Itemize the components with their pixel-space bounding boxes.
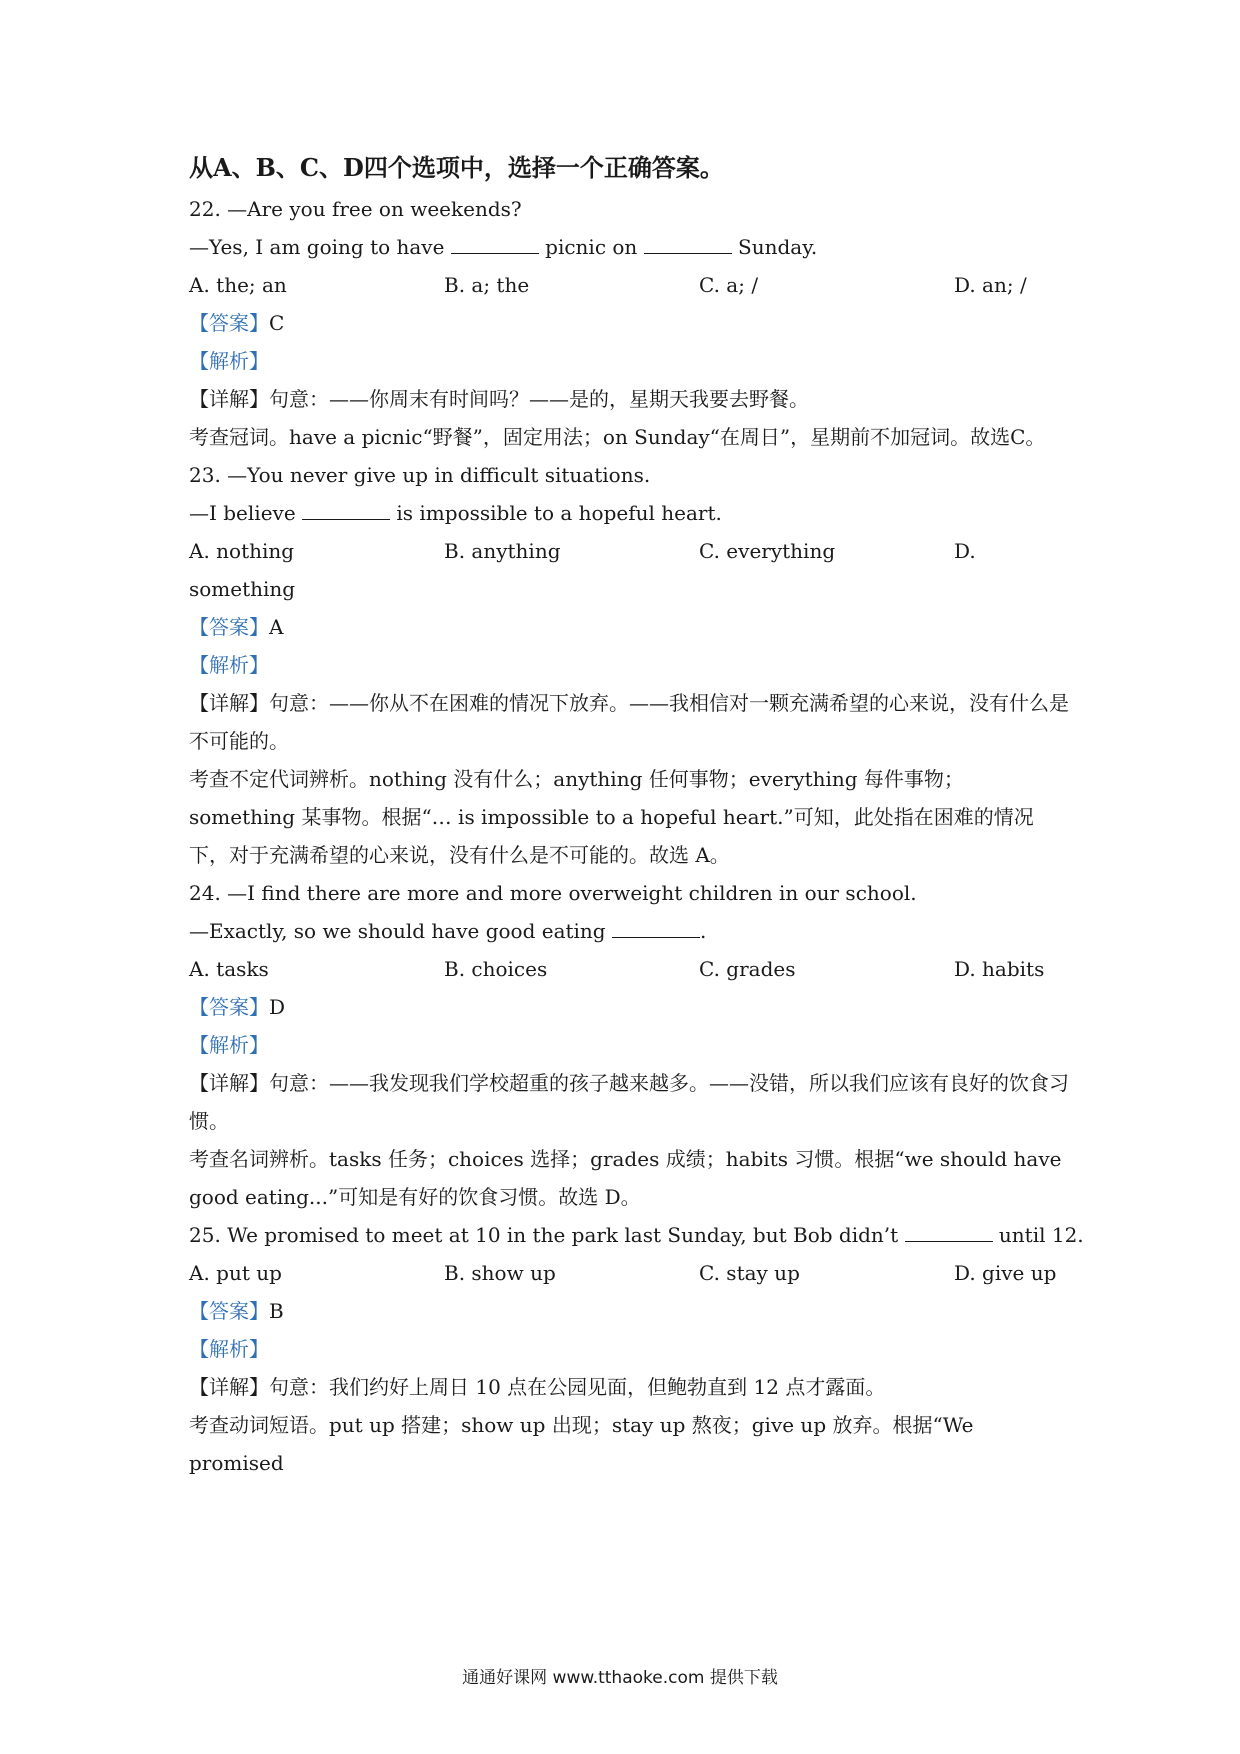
- option-d-wrap: something: [189, 577, 296, 601]
- option-a: A. nothing: [189, 539, 295, 563]
- answer-blank: [612, 915, 700, 938]
- answer-value: D: [269, 995, 286, 1019]
- document-body: [189, 150, 1084, 1482]
- question-23: [189, 456, 1069, 874]
- question-stem: —Yes, I am going to have picnic on Sunday.: [189, 228, 1069, 266]
- question-stem: —I believe is impossible to a hopeful heart.: [189, 494, 1069, 532]
- question-stem: —Exactly, so we should have good eating .: [189, 912, 1069, 950]
- answer-blank: [451, 231, 539, 254]
- analysis-label: 【解析】: [189, 653, 269, 677]
- option-a: A. put up: [189, 1261, 282, 1285]
- option-b: B. choices: [444, 957, 548, 981]
- options-row: [189, 532, 1069, 570]
- answer-line: [189, 1292, 1069, 1330]
- question-stem: 25. We promised to meet at 10 in the park last Sunday, but Bob didn’t until 12.: [189, 1216, 1069, 1254]
- answer-line: [189, 988, 1069, 1026]
- answer-value: A: [269, 615, 284, 639]
- question-25: [189, 1216, 1084, 1482]
- explanation-text: 考查名词辨析。tasks 任务；choices 选择；grades 成绩；habits 习惯。根据“we should have good eating...”可知是有好的饮食习惯。故选 D。: [189, 1147, 1062, 1209]
- answer-label: 【答案】: [189, 1299, 269, 1323]
- option-b: B. anything: [444, 539, 561, 563]
- answer-label: 【答案】: [189, 995, 269, 1019]
- answer-value: C: [269, 311, 285, 335]
- detail-text: 【详解】句意：——你周末有时间吗？——是的，星期天我要去野餐。: [189, 387, 809, 411]
- options-row: [189, 266, 1069, 304]
- analysis-label: 【解析】: [189, 1337, 269, 1361]
- options-row: [189, 1254, 1069, 1292]
- question-stem: 22. —Are you free on weekends?: [189, 197, 522, 221]
- explanation-text: 考查不定代词辨析。nothing 没有什么；anything 任何事物；everything 每件事物；something 某事物。根据“… is impossible to a hopeful heart.”可知，此处指在困难的情况下，对于充满希望的心来说，没有什么是不可能的。故选 A。: [189, 767, 1034, 867]
- option-c: C. everything: [699, 539, 836, 563]
- detail-text: 【详解】句意：我们约好上周日 10 点在公园见面，但鲍勃直到 12 点才露面。: [189, 1375, 886, 1399]
- explanation-text: 考查动词短语。put up 搭建；show up 出现；stay up 熬夜；give up 放弃。根据“We promised: [189, 1413, 974, 1475]
- answer-blank: [302, 497, 390, 520]
- option-a: A. tasks: [189, 957, 269, 981]
- section-heading: 从A、B、C、D四个选项中，选择一个正确答案。: [189, 153, 724, 182]
- option-c: C. grades: [699, 957, 796, 981]
- option-b: B. show up: [444, 1261, 556, 1285]
- answer-blank: [905, 1219, 993, 1242]
- analysis-label: 【解析】: [189, 349, 269, 373]
- option-a: A. the; an: [189, 273, 287, 297]
- options-row: [189, 950, 1069, 988]
- answer-value: B: [269, 1299, 284, 1323]
- option-d: D.: [954, 539, 976, 563]
- page-footer: 通通好课网 www.tthaoke.com 提供下载: [462, 1668, 778, 1688]
- detail-text: 【详解】句意：——我发现我们学校超重的孩子越来越多。——没错，所以我们应该有良好的饮食习惯。: [189, 1071, 1069, 1133]
- option-d: D. an; /: [954, 273, 1027, 297]
- answer-line: [189, 304, 1069, 342]
- analysis-label: 【解析】: [189, 1033, 269, 1057]
- option-d: D. habits: [954, 957, 1045, 981]
- option-b: B. a; the: [444, 273, 530, 297]
- answer-line: [189, 608, 1069, 646]
- question-22: [189, 190, 1069, 456]
- option-d: D. give up: [954, 1261, 1057, 1285]
- question-stem: 23. —You never give up in difficult situations.: [189, 463, 651, 487]
- answer-label: 【答案】: [189, 311, 269, 335]
- question-stem: 24. —I find there are more and more overweight children in our school.: [189, 881, 917, 905]
- option-c: C. a; /: [699, 273, 759, 297]
- question-24: [189, 874, 1069, 1216]
- option-c: C. stay up: [699, 1261, 800, 1285]
- detail-text: 【详解】句意：——你从不在困难的情况下放弃。——我相信对一颗充满希望的心来说，没有什么是不可能的。: [189, 691, 1069, 753]
- answer-blank: [644, 231, 732, 254]
- explanation-text: 考查冠词。have a picnic“野餐”，固定用法；on Sunday“在周日”，星期前不加冠词。故选C。: [189, 425, 1046, 449]
- answer-label: 【答案】: [189, 615, 269, 639]
